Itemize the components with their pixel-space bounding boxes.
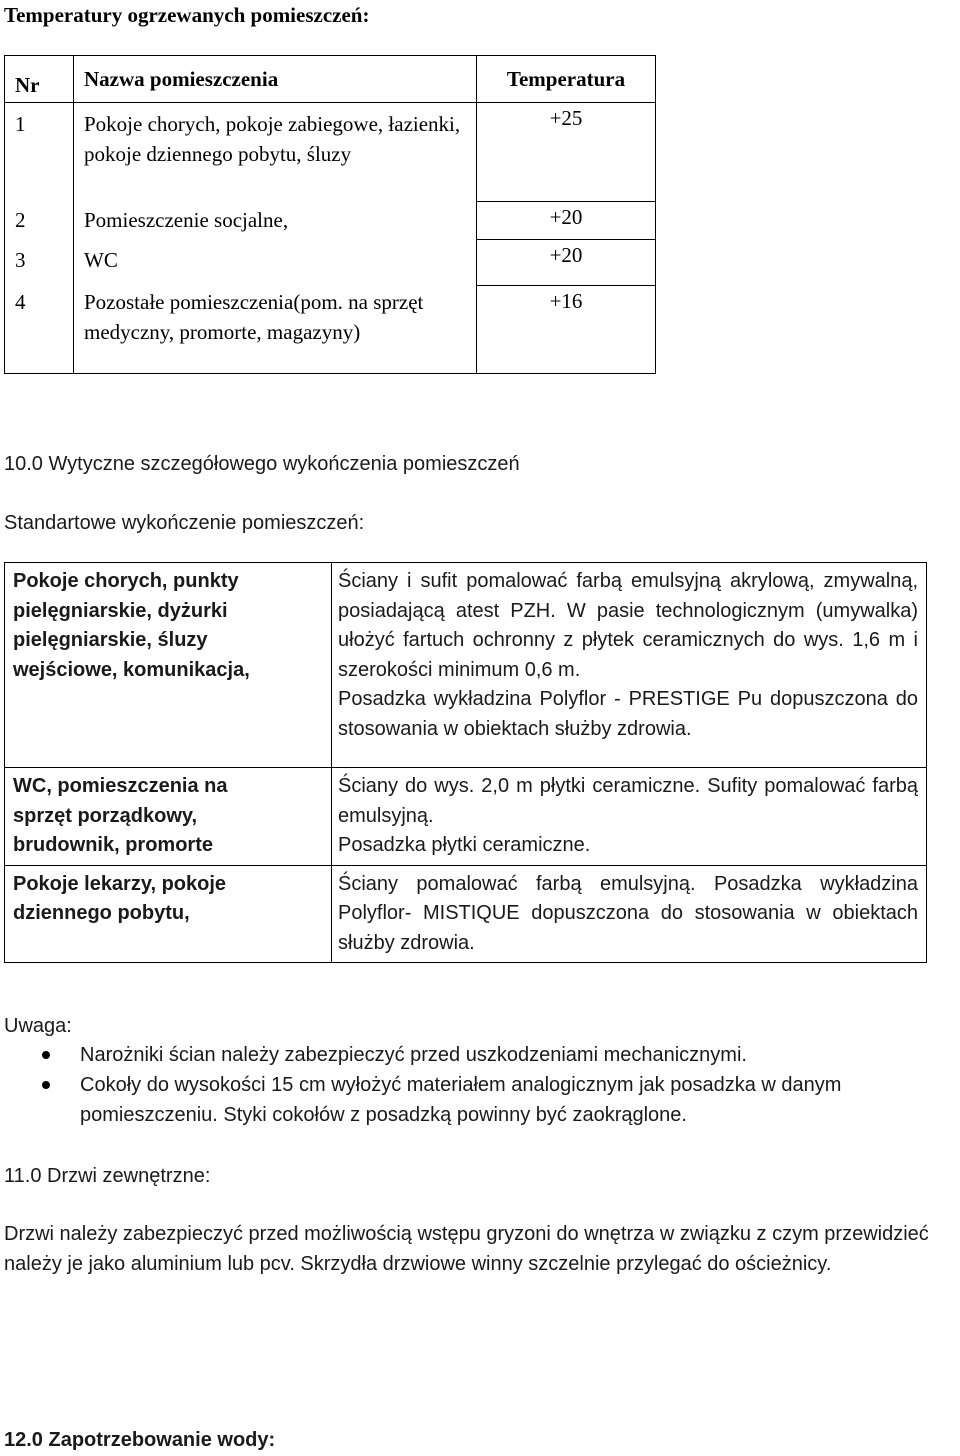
row-temperature: +25 bbox=[477, 103, 656, 202]
header-temperature: Temperatura bbox=[477, 56, 656, 103]
row-temperature: +16 bbox=[477, 285, 656, 374]
row-nr: 2 bbox=[5, 201, 74, 239]
room-group-label: Pokoje chorych, punkty pielęgniarskie, dyżurki pielęgniarskie, śluzy wejściowe, komunikacja, bbox=[13, 570, 250, 681]
row-temperature: +20 bbox=[477, 239, 656, 285]
temperatures-title: Temperatury ogrzewanych pomieszczeń: bbox=[4, 3, 370, 27]
section-11-heading: 11.0 Drzwi zewnętrzne: bbox=[4, 1165, 211, 1187]
finish-cell bbox=[332, 563, 927, 768]
row-nr: 4 bbox=[5, 285, 74, 374]
bullet-icon bbox=[42, 1051, 50, 1059]
table-row bbox=[5, 865, 927, 963]
finish-cell bbox=[332, 865, 927, 963]
finishing-table bbox=[4, 562, 927, 963]
table-row bbox=[5, 103, 656, 202]
finish-cell bbox=[332, 768, 927, 866]
table-row bbox=[5, 768, 927, 866]
table-header-row bbox=[5, 56, 656, 103]
finish-text: Ściany pomalować farbą emulsyjną. Posadzka wykładzina Polyflor- MISTIQUE dopuszczona do stosowania w obiektach służby zdrowia. bbox=[338, 872, 918, 954]
room-group-cell bbox=[5, 563, 332, 768]
header-room-name: Nazwa pomieszczenia bbox=[74, 56, 477, 103]
finish-text: Ściany i sufit pomalować farbą emulsyjną akrylową, zmywalną, posiadającą atest PZH. W pasie technologicznym (umywalka) ułożyć fartuch ochronny z płytek ceramicznych do wys. 1,6 m i szerokości minimum 0,6 m. bbox=[338, 570, 918, 681]
row-nr: 1 bbox=[5, 103, 74, 202]
table-row bbox=[5, 201, 656, 239]
finish-text: Posadzka wykładzina Polyflor - PRESTIGE Pu dopuszczona do stosowania w obiektach służby zdrowia. bbox=[338, 688, 918, 740]
row-room-name: Pokoje chorych, pokoje zabiegowe, łazienki, pokoje dziennego pobytu, śluzy bbox=[74, 103, 477, 202]
room-group-cell bbox=[5, 865, 332, 963]
row-room-name: Pozostałe pomieszczenia(pom. na sprzęt medyczny, promorte, magazyny) bbox=[74, 285, 477, 374]
room-group-label: Pokoje lekarzy, pokoje dziennego pobytu, bbox=[13, 872, 227, 924]
room-group-cell bbox=[5, 768, 332, 866]
row-room-name: WC bbox=[74, 239, 477, 285]
bullet-icon bbox=[42, 1081, 50, 1089]
row-temperature: +20 bbox=[477, 201, 656, 239]
finish-text: Posadzka płytki ceramiczne. bbox=[338, 834, 591, 856]
room-group-label: WC, pomieszczenia na sprzęt porządkowy, brudownik, promorte bbox=[13, 775, 228, 856]
row-nr: 3 bbox=[5, 239, 74, 285]
section-10-subheading: Standartowe wykończenie pomieszczeń: bbox=[4, 512, 365, 534]
section-11-text: Drzwi należy zabezpieczyć przed możliwością wstępu gryzoni do wnętrza w związku z czym przewidzieć należy je jako aluminium lub pcv. Skrzydła drzwiowe winny szczelnie przylegać do ościeżnicy. bbox=[4, 1223, 929, 1275]
table-row bbox=[5, 563, 927, 768]
temperature-table bbox=[4, 55, 656, 374]
section-12-heading: 12.0 Zapotrzebowanie wody: bbox=[4, 1429, 276, 1451]
header-nr: Nr bbox=[5, 56, 74, 103]
list-item: Cokoły do wysokości 15 cm wyłożyć materiałem analogicznym jak posadzka w danym pomieszczeniu. Styki cokołów z posadzką powinny być zaokrąglone. bbox=[0, 1070, 900, 1130]
notes-list bbox=[0, 1040, 900, 1130]
list-item: Narożniki ścian należy zabezpieczyć przed uszkodzeniami mechanicznymi. bbox=[0, 1040, 900, 1070]
table-row bbox=[5, 239, 656, 285]
row-room-name: Pomieszczenie socjalne, bbox=[74, 201, 477, 239]
section-10-heading: 10.0 Wytyczne szczegółowego wykończenia pomieszczeń bbox=[4, 453, 520, 475]
table-row bbox=[5, 285, 656, 374]
finish-text: Ściany do wys. 2,0 m płytki ceramiczne. Sufity pomalować farbą emulsyjną. bbox=[338, 775, 918, 827]
notes-label: Uwaga: bbox=[4, 1015, 72, 1037]
